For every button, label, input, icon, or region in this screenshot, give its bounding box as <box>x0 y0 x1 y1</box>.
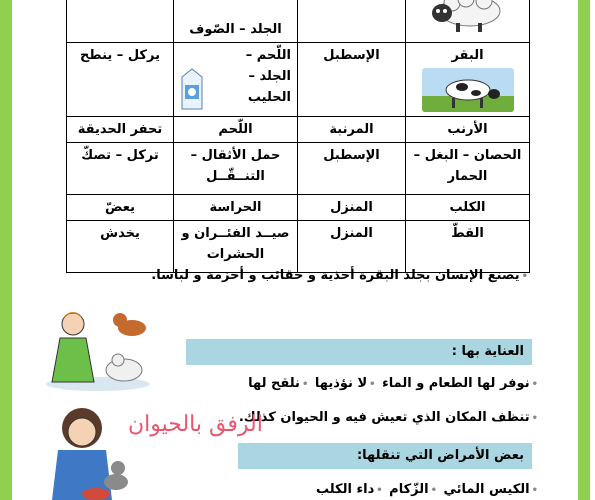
slogan-title: الرفق بالحيوان <box>128 412 263 437</box>
place-cell: الإسطبل <box>298 43 406 117</box>
disease-item: الزّكام <box>389 482 429 497</box>
bullet-icon: • <box>369 379 376 390</box>
care-text: تنظف المكان الذي تعيش فيه و الحيوان كذلك. <box>238 410 530 425</box>
note-text: يصنع الإنسان بجلد البقرة أحذية و حقائب و أحزمة و لباسا. <box>151 268 520 283</box>
benefit-cell <box>174 0 298 43</box>
table-row <box>67 143 530 195</box>
place-cell: المرنبة <box>298 117 406 143</box>
care-item: لا نؤذيها <box>314 376 368 391</box>
place-cell: الإسطبل <box>298 143 406 195</box>
care-item: نوفر لها الطعام و الماء <box>382 376 530 391</box>
benefit-cell: اللّحم <box>174 117 298 143</box>
table-row <box>67 117 530 143</box>
page-border-right <box>578 0 590 500</box>
animals-table <box>66 0 530 273</box>
bullet-icon: • <box>531 485 538 496</box>
milk-carton-image <box>178 67 206 111</box>
animal-cell: القطّ <box>406 221 530 273</box>
animal-cell <box>406 0 530 43</box>
benefit-cell: صيــد الفئــران و الحشرات <box>174 221 298 273</box>
place-cell <box>298 0 406 43</box>
care-item: نلقح لها <box>248 376 300 391</box>
benefit-cell: الحراسة <box>174 195 298 221</box>
leather-note <box>60 268 530 283</box>
care-heading: العناية بها : <box>451 344 524 359</box>
disease-item: داء الكلب <box>315 482 375 497</box>
benefit-text: الجلد – الصّوف <box>189 22 282 37</box>
bullet-icon: • <box>301 379 309 390</box>
care-heading-band <box>186 339 532 365</box>
bullet-icon: • <box>521 271 528 282</box>
place-cell: المنزل <box>298 195 406 221</box>
benefit-text: اللّحم – الجلد – الحليب <box>245 48 291 105</box>
trait-cell: يعضّ <box>67 195 174 221</box>
table-row <box>67 0 530 43</box>
table-row <box>67 221 530 273</box>
diseases-heading: بعض الأمراض التي تنقلها: <box>356 448 524 463</box>
benefit-cell: حمل الأثقال – التنــقّــل <box>174 143 298 195</box>
trait-cell: تركل – تصكّ <box>67 143 174 195</box>
place-cell: المنزل <box>298 221 406 273</box>
animal-cell: الحصان – البغل – الحمار <box>406 143 530 195</box>
disease-item: الكيس المائي <box>443 482 530 497</box>
trait-cell: يركل – ينطح <box>67 43 174 117</box>
bullet-icon: • <box>376 485 383 496</box>
care-line-1 <box>190 376 540 391</box>
animal-cell <box>406 43 530 117</box>
trait-cell: تحفر الحديقة <box>67 117 174 143</box>
bullet-icon: • <box>430 485 437 496</box>
cow-image <box>422 68 514 112</box>
animal-cell: الكلب <box>406 195 530 221</box>
page-border-left <box>0 0 12 500</box>
girl-with-pets-image <box>40 298 158 392</box>
benefit-cell <box>174 43 298 117</box>
trait-cell <box>67 0 174 43</box>
bullet-icon: • <box>531 413 538 424</box>
animal-cell: الأرنب <box>406 117 530 143</box>
diseases-heading-band <box>238 443 532 469</box>
sheep-image <box>426 0 510 33</box>
girl-with-cat-image <box>42 404 134 500</box>
trait-cell: يخدش <box>67 221 174 273</box>
table-row <box>67 43 530 117</box>
table-row <box>67 195 530 221</box>
diseases-line <box>290 482 540 497</box>
bullet-icon: • <box>531 379 538 390</box>
animal-name: البقر <box>451 48 484 63</box>
